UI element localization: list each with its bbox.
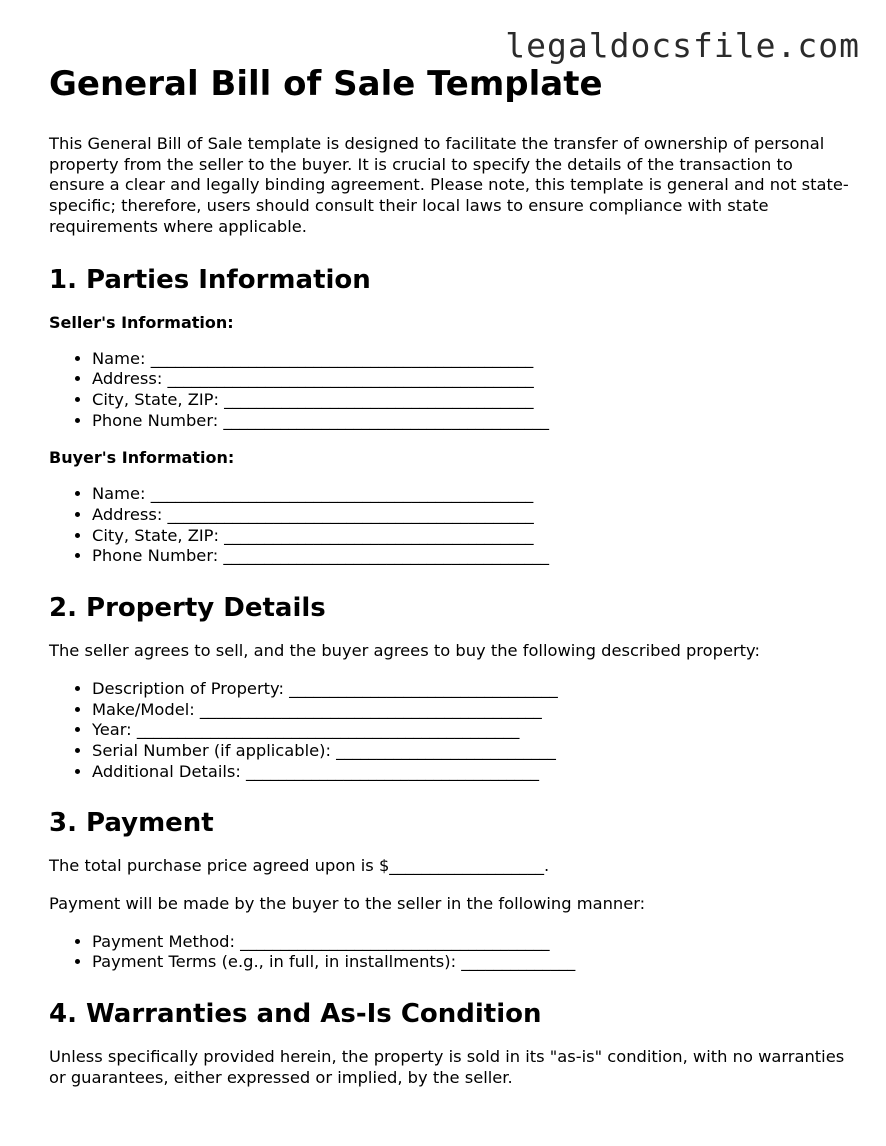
buyer-address-field: • Address: _____________________________________________ <box>92 505 849 526</box>
watermark: legaldocsfile.com <box>505 26 860 65</box>
section-heading: 4. Warranties and As-Is Condition <box>49 999 542 1030</box>
price-text: The total purchase price agreed upon is $___________________. <box>49 856 550 876</box>
property-details-field: • Additional Details: ____________________________________ <box>92 762 849 783</box>
payment-method-field: • Payment Method: ______________________________________ <box>92 932 849 953</box>
section-property <box>49 591 849 782</box>
section-heading: 1. Parties Information <box>49 264 371 295</box>
seller-address-field: • Address: _____________________________________________ <box>92 369 849 390</box>
buyer-heading: Buyer's Information: <box>49 448 235 468</box>
property-serial-field: • Serial Number (if applicable): ___________________________ <box>92 741 849 762</box>
property-description-field: • Description of Property: _________________________________ <box>92 679 849 700</box>
property-make-field: • Make/Model: __________________________________________ <box>92 700 849 721</box>
property-text: The seller agrees to sell, and the buyer agrees to buy the following described property: <box>49 641 760 661</box>
seller-phone-field: • Phone Number: ________________________________________ <box>92 411 849 432</box>
section-parties <box>49 263 849 568</box>
property-fields <box>49 679 849 783</box>
seller-fields <box>49 349 849 432</box>
seller-city-field: • City, State, ZIP: ______________________________________ <box>92 390 849 411</box>
buyer-city-field: • City, State, ZIP: ______________________________________ <box>92 526 849 547</box>
document-body <box>49 62 849 1106</box>
seller-heading: Seller's Information: <box>49 312 234 332</box>
intro-paragraph: This General Bill of Sale template is designed to facilitate the transfer of ownership of personal property from the seller to the buyer. It is crucial to specify the details of the transaction to ensure a clear and legally binding agreement. Please note, this template is general and not state-specific; therefore, users should consult their local laws to ensure compliance with state requirements where applicable. <box>49 134 849 236</box>
section-payment <box>49 806 849 973</box>
document-title: General Bill of Sale Template <box>49 64 603 104</box>
buyer-phone-field: • Phone Number: ________________________________________ <box>92 546 849 567</box>
section-heading: 2. Property Details <box>49 593 326 624</box>
buyer-name-field: • Name: _______________________________________________ <box>92 484 849 505</box>
property-year-field: • Year: _______________________________________________ <box>92 720 849 741</box>
payment-terms-field: • Payment Terms (e.g., in full, in installments): ______________ <box>92 952 849 973</box>
seller-name-field: • Name: _______________________________________________ <box>92 349 849 370</box>
section-warranties <box>49 997 849 1088</box>
payment-fields <box>49 932 849 973</box>
buyer-fields <box>49 484 849 567</box>
section-heading: 3. Payment <box>49 808 214 839</box>
warranties-text: Unless specifically provided herein, the property is sold in its "as-is" condition, with no warranties or guarantees, either expressed or implied, by the seller. <box>49 1047 845 1087</box>
payment-manner-text: Payment will be made by the buyer to the seller in the following manner: <box>49 894 646 914</box>
